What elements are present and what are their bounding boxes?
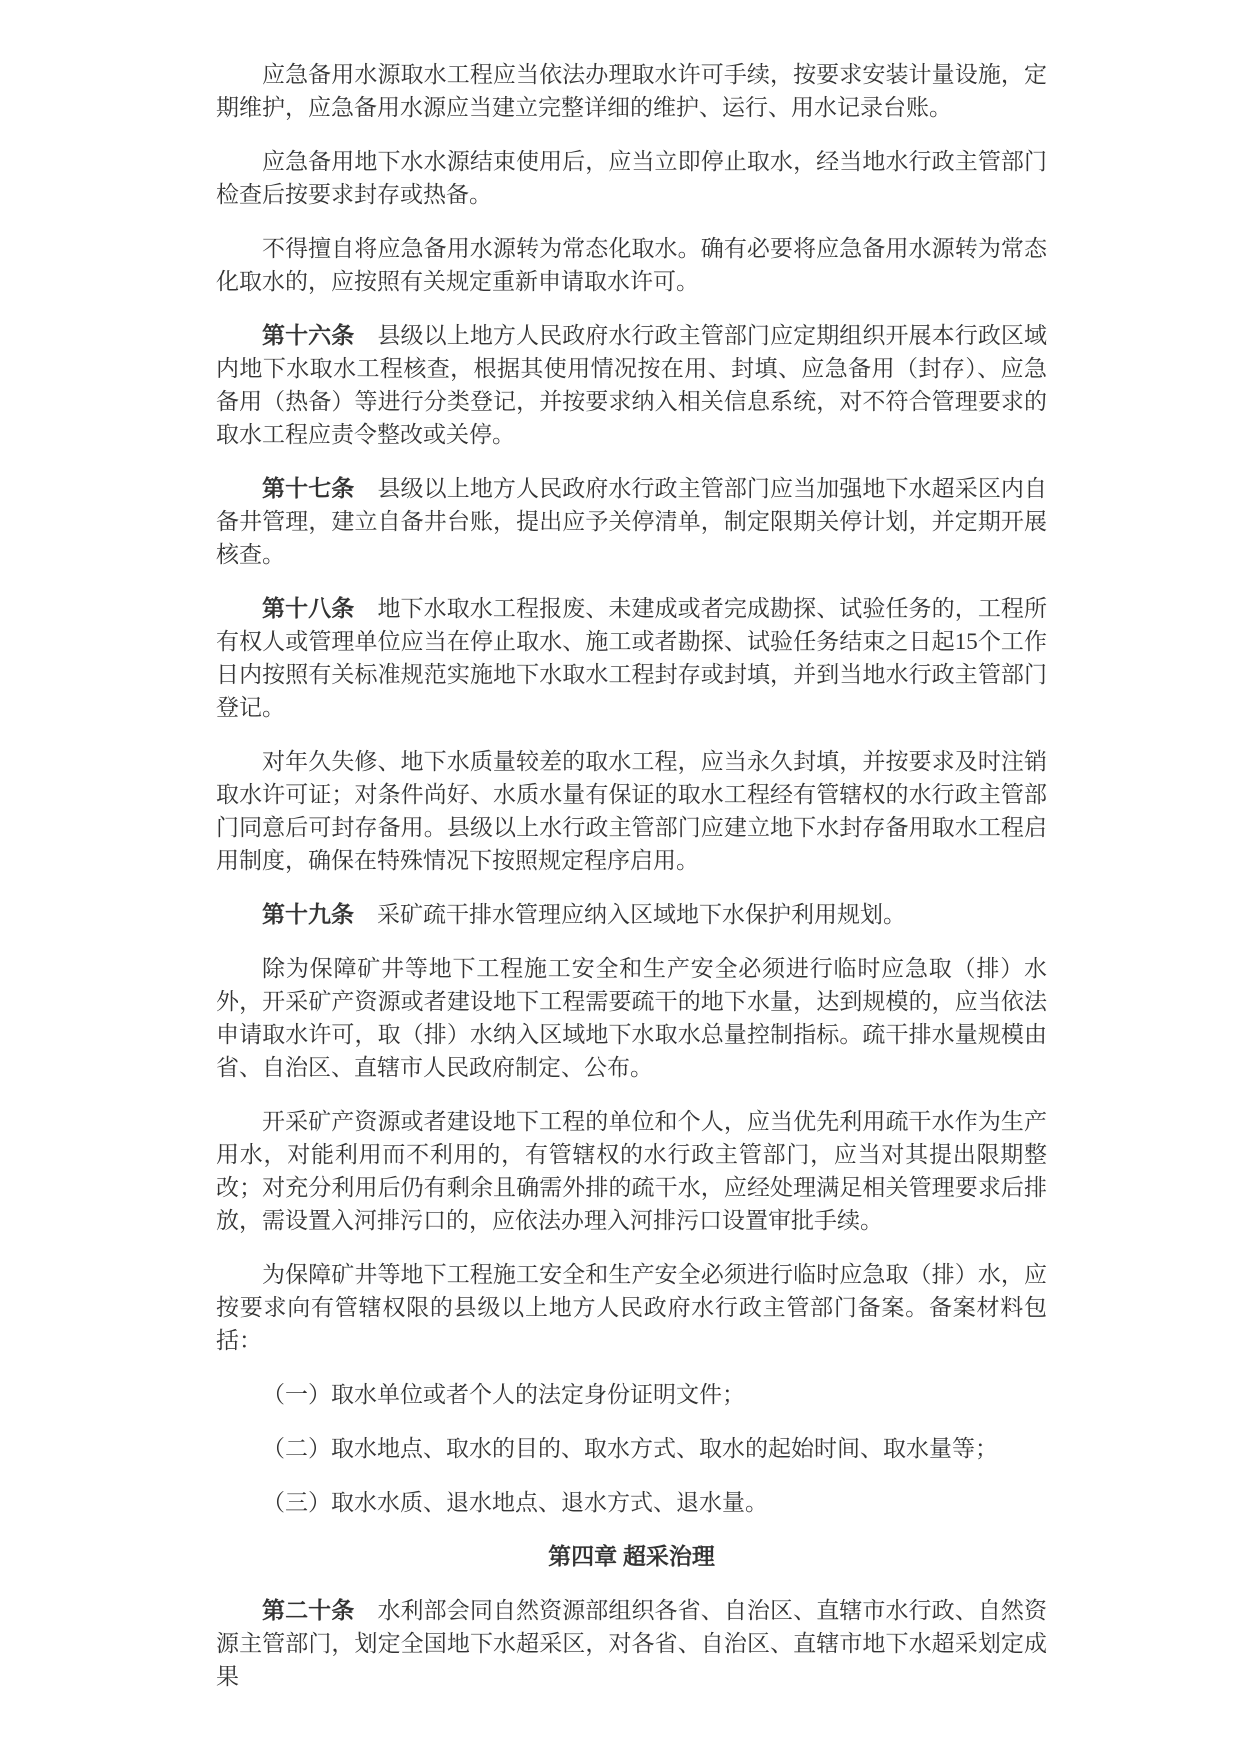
list-item (216, 1486, 1047, 1519)
article-paragraph (216, 1594, 1047, 1693)
chapter-heading: 第四章 超采治理 (548, 1544, 715, 1569)
article-paragraph (216, 898, 1047, 931)
paragraph (216, 145, 1047, 211)
paragraph-text: （三）取水水质、退水地点、退水方式、退水量。 (262, 1490, 768, 1515)
article-paragraph (216, 592, 1047, 724)
article-number: 第二十条 (262, 1598, 355, 1623)
article-number: 第十九条 (262, 902, 354, 927)
paragraph-text: 县级以上地方人民政府水行政主管部门应定期组织开展本行政区域内地下水取水工程核查，根据其使用情况按在用、封填、应急备用（封存）、应急备用（热备）等进行分类登记，并按要求纳入相关信息系统，对不符合管理要求的取水工程应责令整改或关停。 (216, 323, 1048, 447)
paragraph-text: 应急备用地下水水源结束使用后，应当立即停止取水，经当地水行政主管部门检查后按要求封存或热备。 (216, 149, 1047, 207)
paragraph-text: 县级以上地方人民政府水行政主管部门应当加强地下水超采区内自备井管理，建立自备井台账，提出应予关停清单，制定限期关停计划，并定期开展核查。 (216, 476, 1048, 567)
paragraph (216, 1105, 1047, 1237)
list-item (216, 1378, 1047, 1411)
paragraph (216, 952, 1047, 1084)
paragraph-text: 开采矿产资源或者建设地下工程的单位和个人，应当优先利用疏干水作为生产用水，对能利用而不利用的，有管辖权的水行政主管部门，应当对其提出限期整改；对充分利用后仍有剩余且确需外排的疏干水，应经处理满足相关管理要求后排放，需设置入河排污口的，应依法办理入河排污口设置审批手续。 (216, 1109, 1047, 1233)
article-number: 第十六条 (262, 323, 355, 348)
paragraph-text: （一）取水单位或者个人的法定身份证明文件； (262, 1382, 745, 1407)
paragraph-text: 应急备用水源取水工程应当依法办理取水许可手续，按要求安装计量设施，定期维护，应急备用水源应当建立完整详细的维护、运行、用水记录台账。 (216, 62, 1047, 120)
paragraph-text: 不得擅自将应急备用水源转为常态化取水。确有必要将应急备用水源转为常态化取水的，应按照有关规定重新申请取水许可。 (216, 236, 1047, 294)
paragraph-text: 对年久失修、地下水质量较差的取水工程，应当永久封填，并按要求及时注销取水许可证；对条件尚好、水质水量有保证的取水工程经有管辖权的水行政主管部门同意后可封存备用。县级以上水行政主管部门应建立地下水封存备用取水工程启用制度，确保在特殊情况下按照规定程序启用。 (216, 749, 1047, 873)
paragraph (216, 58, 1047, 124)
paragraph-text: 为保障矿井等地下工程施工安全和生产安全必须进行临时应急取（排）水，应按要求向有管辖权限的县级以上地方人民政府水行政主管部门备案。备案材料包括： (216, 1262, 1047, 1353)
paragraph (216, 1258, 1047, 1357)
paragraph-text: （二）取水地点、取水的目的、取水方式、取水的起始时间、取水量等； (262, 1436, 998, 1461)
article-number: 第十七条 (262, 476, 355, 501)
paragraph (216, 745, 1047, 877)
paragraph-text: 采矿疏干排水管理应纳入区域地下水保护利用规划。 (354, 902, 906, 927)
article-paragraph (216, 472, 1047, 571)
paragraph (216, 232, 1047, 298)
paragraph-text: 除为保障矿井等地下工程施工安全和生产安全必须进行临时应急取（排）水外，开采矿产资源或者建设地下工程需要疏干的地下水量，达到规模的，应当依法申请取水许可，取（排）水纳入区域地下水取水总量控制指标。疏干排水量规模由省、自治区、直辖市人民政府制定、公布。 (216, 956, 1047, 1080)
list-item (216, 1432, 1047, 1465)
paragraph-text: 地下水取水工程报废、未建成或者完成勘探、试验任务的，工程所有权人或管理单位应当在停止取水、施工或者勘探、试验任务结束之日起15个工作日内按照有关标准规范实施地下水取水工程封存或封填，并到当地水行政主管部门登记。 (216, 596, 1048, 720)
paragraph-text: 水利部会同自然资源部组织各省、自治区、直辖市水行政、自然资源主管部门，划定全国地下水超采区，对各省、自治区、直辖市地下水超采划定成果 (216, 1598, 1048, 1689)
article-number: 第十八条 (262, 596, 355, 621)
article-paragraph (216, 319, 1047, 451)
